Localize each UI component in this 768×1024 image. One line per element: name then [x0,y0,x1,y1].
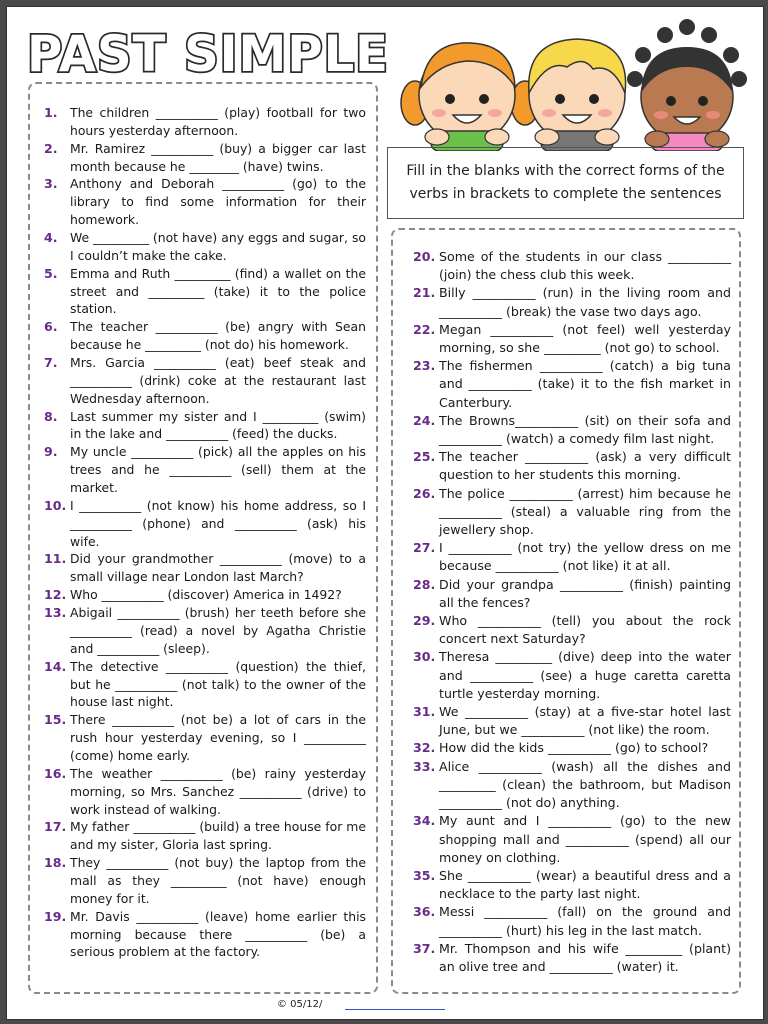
question-item [413,758,731,813]
question-item [413,703,731,739]
question-number: 36. [413,904,436,920]
question-text: Billy __________ (run) in the living room and __________ (break) the vase two days ago. [439,285,731,319]
question-number: 18. [44,855,67,871]
question-item [44,318,366,354]
question-text: The teacher __________ (be) angry with Sean because he _________ (not do) his homework. [70,319,366,353]
question-text: The Browns__________ (sit) on their sofa and __________ (watch) a comedy film last night. [439,412,731,447]
question-text: I __________ (not try) the yellow dress on me because __________ (not like) it at all. [439,540,731,574]
question-item [413,248,731,284]
question-text: Megan __________ (not feel) well yesterday morning, so she _________ (not go) to school. [439,321,731,356]
question-number: 25. [413,449,436,465]
question-item [44,711,366,765]
question-item [413,648,731,703]
question-item [44,550,366,586]
question-text: Mr. Thompson and his wife _________ (plant) an olive tree and __________ (water) it. [439,940,731,974]
footer-link-line[interactable] [345,1009,445,1010]
question-text: Who __________ (discover) America in 1492? [70,587,342,603]
child-girl-hair-buns-icon [627,19,747,151]
instructions-text: Fill in the blanks with the correct forms of the verbs in brackets to complete the sentences [406,163,725,202]
question-item [413,485,731,540]
question-text: The detective __________ (question) the thief, but he __________ (not talk) to the owner of the house last night. [70,658,366,710]
question-item [413,940,731,976]
question-text: There __________ (not be) a lot of cars in the rush hour yesterday evening, so I __________ (come) home early. [70,712,366,763]
question-text: Mr. Ramirez __________ (buy) a bigger car last month because he ________ (have) twins. [70,140,366,174]
left-question-list [44,104,366,961]
question-number: 37. [413,940,436,956]
question-item [413,357,731,412]
question-text: My uncle __________ (pick) all the apples on his trees and he __________ (sell) them at the market. [70,444,366,496]
question-text: Some of the students in our class __________ (join) the chess club this week. [439,249,731,283]
question-number: 8. [44,408,58,424]
question-number: 11. [44,551,67,567]
right-questions-box [391,228,741,994]
instructions-box [387,147,744,219]
question-text: Who __________ (tell) you about the rock concert next Saturday? [439,613,731,647]
question-item [44,443,366,497]
question-number: 31. [413,704,436,720]
question-item [44,765,366,819]
question-item [44,818,366,854]
question-number: 7. [44,355,58,371]
three-children-illustration [387,13,761,151]
question-number: 33. [413,758,436,774]
footer [7,999,763,1017]
question-text: How did the kids __________ (go) to school? [439,740,709,756]
question-text: Last summer my sister and I _________ (swim) in the lake and __________ (feed) the ducks. [70,408,366,442]
question-item [44,175,366,229]
question-text: We _________ (not have) any eggs and sugar, so I couldn’t make the cake. [70,230,366,263]
question-number: 4. [44,230,58,246]
question-number: 1. [44,105,58,120]
question-item [413,284,731,320]
question-text: Alice __________ (wash) all the dishes and _________ (clean) the bathroom, but Madison __________ (not do) anything. [439,758,731,811]
page-title [23,21,395,81]
question-item [413,412,731,448]
right-question-list [413,248,731,976]
question-item [44,140,366,176]
question-number: 30. [413,649,436,665]
question-item [44,586,366,604]
question-number: 23. [413,358,436,374]
question-text: My aunt and I __________ (go) to the new shopping mall and __________ (spend) all our money on clothing. [439,813,731,865]
question-text: The fishermen __________ (catch) a big tuna and __________ (take) it to the fish market in Canterbury. [439,358,731,410]
question-number: 10. [44,497,67,513]
question-item [413,739,731,757]
question-number: 3. [44,176,58,192]
question-item [44,265,366,319]
question-number: 28. [413,576,436,592]
question-number: 22. [413,321,436,337]
question-item [44,658,366,712]
left-questions-box [28,82,378,994]
question-item [44,604,366,658]
question-number: 24. [413,412,436,428]
question-text: We __________ (stay) at a five-star hotel last June, but we __________ (not like) the room. [439,704,731,738]
question-text: Messi __________ (fall) on the ground and __________ (hurt) his leg in the last match. [439,904,731,938]
question-number: 17. [44,819,67,835]
question-item [413,448,731,484]
question-number: 16. [44,765,67,781]
question-item [44,104,366,140]
copyright-text: © 05/12/ [277,999,323,1010]
question-item [413,812,731,867]
question-number: 2. [44,140,58,156]
question-item [413,321,731,357]
question-text: Did your grandpa __________ (finish) painting all the fences? [439,576,731,610]
question-number: 29. [413,613,436,629]
question-item [413,867,731,903]
question-item [44,229,366,265]
question-number: 5. [44,265,58,281]
child-girl-orange-hair-icon [401,43,539,151]
question-text: I __________ (not know) his home address, so I __________ (phone) and __________ (ask) his wife. [70,497,366,549]
question-item [44,908,366,962]
question-item [413,903,731,939]
page-title-text: PAST SIMPLE [27,25,389,81]
question-item [44,408,366,444]
question-number: 13. [44,605,67,621]
question-number: 14. [44,658,67,674]
question-item [413,576,731,612]
title-art [23,21,395,81]
question-number: 12. [44,587,67,603]
question-number: 32. [413,740,436,756]
question-number: 35. [413,867,436,883]
question-number: 26. [413,485,436,501]
question-number: 19. [44,908,67,924]
question-text: The police __________ (arrest) him because he __________ (steal) a valuable ring from the jewellery shop. [439,485,731,538]
question-number: 9. [44,444,58,460]
question-text: She __________ (wear) a beautiful dress and a necklace to the party last night. [439,867,731,902]
question-number: 27. [413,540,436,556]
child-boy-blonde-hair-icon [529,39,626,151]
question-text: Did your grandmother __________ (move) to a small village near London last March? [70,551,366,585]
question-item [413,539,731,575]
question-number: 15. [44,712,67,728]
question-text: The weather __________ (be) rainy yesterday morning, so Mrs. Sanchez __________ (drive) to work instead of walking. [70,765,366,817]
question-item [413,612,731,648]
question-item [44,497,366,551]
question-text: Abigail __________ (brush) her teeth before she __________ (read) a novel by Agatha Christie and __________ (sleep). [70,605,366,656]
question-text: The children __________ (play) football for two hours yesterday afternoon. [70,105,366,138]
question-text: The teacher __________ (ask) a very difficult question to her students this morning. [439,449,731,483]
question-text: My father __________ (build) a tree house for me and my sister, Gloria last spring. [70,819,366,853]
question-number: 34. [413,813,436,829]
question-text: They __________ (not buy) the laptop from the mall as they _________ (not have) enough money for it. [70,855,366,906]
question-text: Theresa _________ (dive) deep into the water and __________ (see) a huge caretta caretta turtle yesterday morning. [439,649,731,701]
question-item [44,854,366,908]
question-number: 6. [44,319,58,335]
question-text: Mr. Davis __________ (leave) home earlier this morning because there __________ (be) a serious problem at the factory. [70,908,366,960]
question-item [44,354,366,408]
question-text: Emma and Ruth _________ (find) a wallet on the street and _________ (take) it to the police station. [70,265,366,317]
question-number: 21. [413,285,436,301]
question-text: Anthony and Deborah __________ (go) to the library to find some information for their homework. [70,176,366,228]
question-text: Mrs. Garcia __________ (eat) beef steak and __________ (drink) coke at the restaurant last Wednesday afternoon. [70,355,366,406]
question-number: 20. [413,249,436,264]
worksheet-page [6,6,764,1020]
